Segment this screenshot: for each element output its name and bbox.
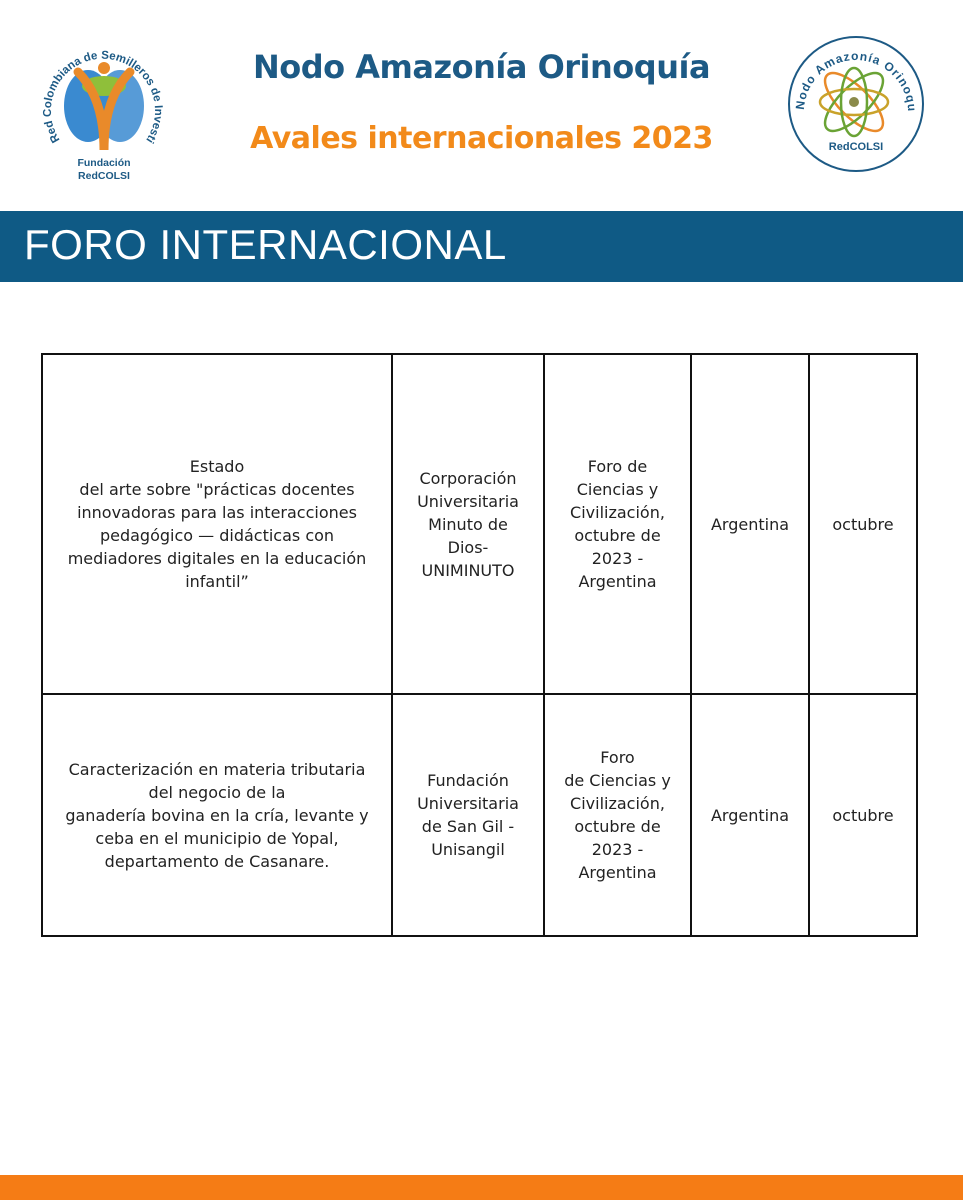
section-title: FORO INTERNACIONAL (24, 221, 507, 268)
table-row (42, 694, 917, 936)
svg-text:Nodo Amazonía Orinoquía: Nodo Amazonía Orinoqu (792, 48, 920, 113)
country-cell: Argentina (691, 694, 809, 936)
left-logo-line2: RedCOLSI (78, 170, 130, 182)
left-logo-line1: Fundación (77, 157, 131, 169)
right-logo-bottom-text: RedCOLSI (828, 141, 884, 153)
country-cell: Argentina (691, 354, 809, 694)
project-cell: Estado del arte sobre "prácticas docentes innovadoras para las interacciones pedagógico — didácticas con mediadores digitales en la educación infantil” (42, 354, 392, 694)
avales-table (41, 353, 918, 937)
month-cell: octubre (809, 354, 917, 694)
table-row (42, 354, 917, 694)
svg-text:Red Colombiana de Semilleros d: Red Colombiana de Semilleros de Investi (41, 49, 165, 145)
event-cell: Foro de Ciencias y Civilización, octubre de 2023 - Argentina (544, 694, 691, 936)
page-subtitle: Avales internacionales 2023 (250, 121, 713, 156)
project-cell: Caracterización en materia tributaria del negocio de la ganadería bovina en la cría, levante y ceba en el municipio de Yopal, departamento de Casanare. (42, 694, 392, 936)
institution-cell: Corporación Universitaria Minuto de Dios- UNIMINUTO (392, 354, 544, 694)
page-title: Nodo Amazonía Orinoquía (252, 48, 711, 86)
event-cell: Foro de Ciencias y Civilización, octubre de 2023 - Argentina (544, 354, 691, 694)
section-banner (0, 211, 963, 282)
nodo-amazonia-orinoquia-logo (780, 32, 930, 177)
footer-bar (0, 1175, 963, 1200)
month-cell: octubre (809, 694, 917, 936)
institution-cell: Fundación Universitaria de San Gil - Unisangil (392, 694, 544, 936)
